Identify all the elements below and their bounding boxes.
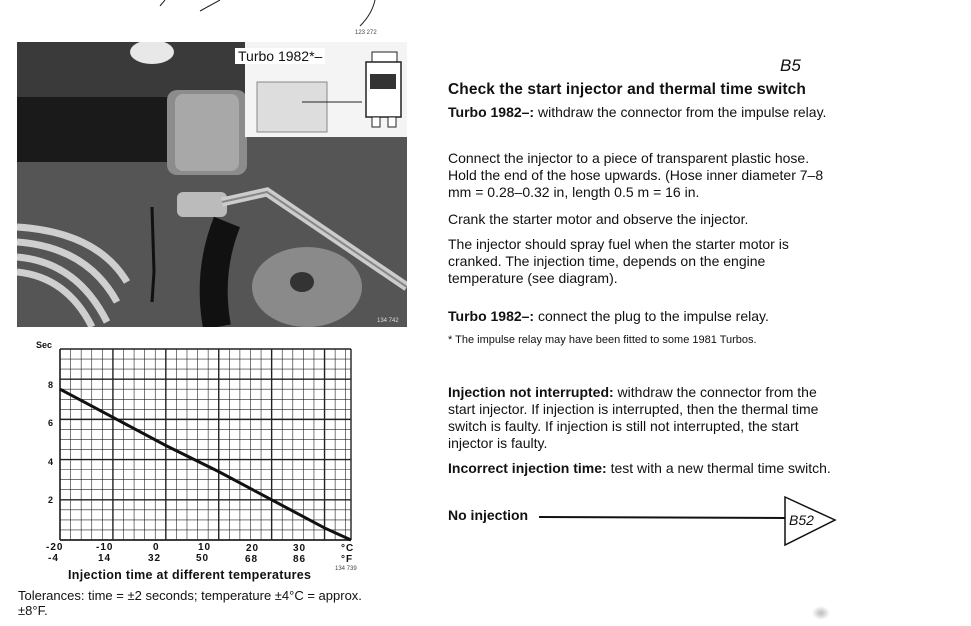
chart-ref: 134 739 bbox=[335, 566, 357, 572]
paragraph-text: connect the plug to the impulse relay. bbox=[534, 308, 769, 324]
paragraph-withdraw-connector bbox=[448, 104, 840, 121]
x-tick-f-5: 86 bbox=[293, 554, 307, 565]
paragraph-injector-spray: The injector should spray fuel when the starter motor is cranked. The injection time, depends on the engine temperature (see diagram). bbox=[448, 236, 789, 286]
section-title: Check the start injector and thermal time switch bbox=[448, 81, 806, 98]
injection-time-chart bbox=[0, 0, 400, 560]
y-tick-6: 6 bbox=[48, 418, 54, 428]
b52-reference-link[interactable]: B52 bbox=[789, 512, 814, 528]
x-tick-c-3: 10 bbox=[198, 542, 212, 553]
paragraph-connect-plug bbox=[448, 308, 840, 325]
turbo-1982-label: Turbo 1982–: bbox=[448, 104, 535, 120]
photo-ref: 134 742 bbox=[377, 318, 399, 324]
y-tick-8: 8 bbox=[48, 380, 54, 390]
x-tick-c-1: -10 bbox=[96, 542, 114, 553]
x-tick-c-5: 30 bbox=[293, 543, 307, 554]
paragraph-hose: Connect the injector to a piece of transparent plastic hose. Hold the end of the hose upwards. (Hose inner diameter 7–8 mm = 0.28–0.32 in, length 0.5 m = 16 in. bbox=[448, 150, 824, 200]
x-unit-c: °C bbox=[341, 543, 355, 554]
no-injection-label: No injection bbox=[448, 507, 529, 523]
x-tick-f-3: 50 bbox=[196, 553, 210, 564]
x-tick-f-0: -4 bbox=[48, 553, 59, 564]
x-tick-f-4: 68 bbox=[245, 554, 259, 565]
x-tick-c-4: 20 bbox=[246, 543, 260, 554]
chart-series-line bbox=[60, 389, 351, 540]
paragraph-not-interrupted bbox=[448, 384, 840, 452]
chart-caption: Injection time at different temperatures bbox=[68, 568, 312, 582]
footnote: * The impulse relay may have been fitted to some 1981 Turbos. bbox=[448, 334, 757, 346]
chart-y-label: Sec bbox=[36, 340, 53, 350]
x-tick-c-2: 0 bbox=[153, 542, 160, 553]
turbo-label: Turbo 1982*– bbox=[235, 48, 325, 64]
turbo-1982-label-2: Turbo 1982–: bbox=[448, 308, 535, 324]
paragraph-crank: Crank the starter motor and observe the injector. bbox=[448, 211, 749, 227]
incorrect-injection-time-label: Incorrect injection time: bbox=[448, 460, 607, 476]
injection-not-interrupted-label: Injection not interrupted: bbox=[448, 384, 614, 400]
tolerances-text: Tolerances: time = ±2 seconds; temperature ±4°C = approx. ±8°F. bbox=[18, 588, 362, 618]
x-tick-f-2: 32 bbox=[148, 553, 162, 564]
scan-smudge bbox=[812, 606, 830, 620]
x-unit-f: °F bbox=[341, 554, 354, 565]
x-tick-c-0: -20 bbox=[46, 542, 64, 553]
figure-ref-top: 123 272 bbox=[355, 30, 377, 36]
paragraph-text: withdraw the connector from the impulse relay. bbox=[534, 104, 827, 120]
y-tick-2: 2 bbox=[48, 495, 54, 505]
chart-grid bbox=[60, 349, 351, 540]
x-tick-f-1: 14 bbox=[98, 553, 112, 564]
paragraph-text: test with a new thermal time switch. bbox=[606, 460, 831, 476]
paragraph-text: withdraw the connector from the start injector. If injection is interrupted, then the thermal time switch is faulty. If injection is still not interrupted, the start injector is faulty. bbox=[448, 384, 819, 451]
y-tick-4: 4 bbox=[48, 457, 54, 467]
page-id: B5 bbox=[780, 56, 801, 75]
paragraph-incorrect-time bbox=[448, 460, 840, 477]
